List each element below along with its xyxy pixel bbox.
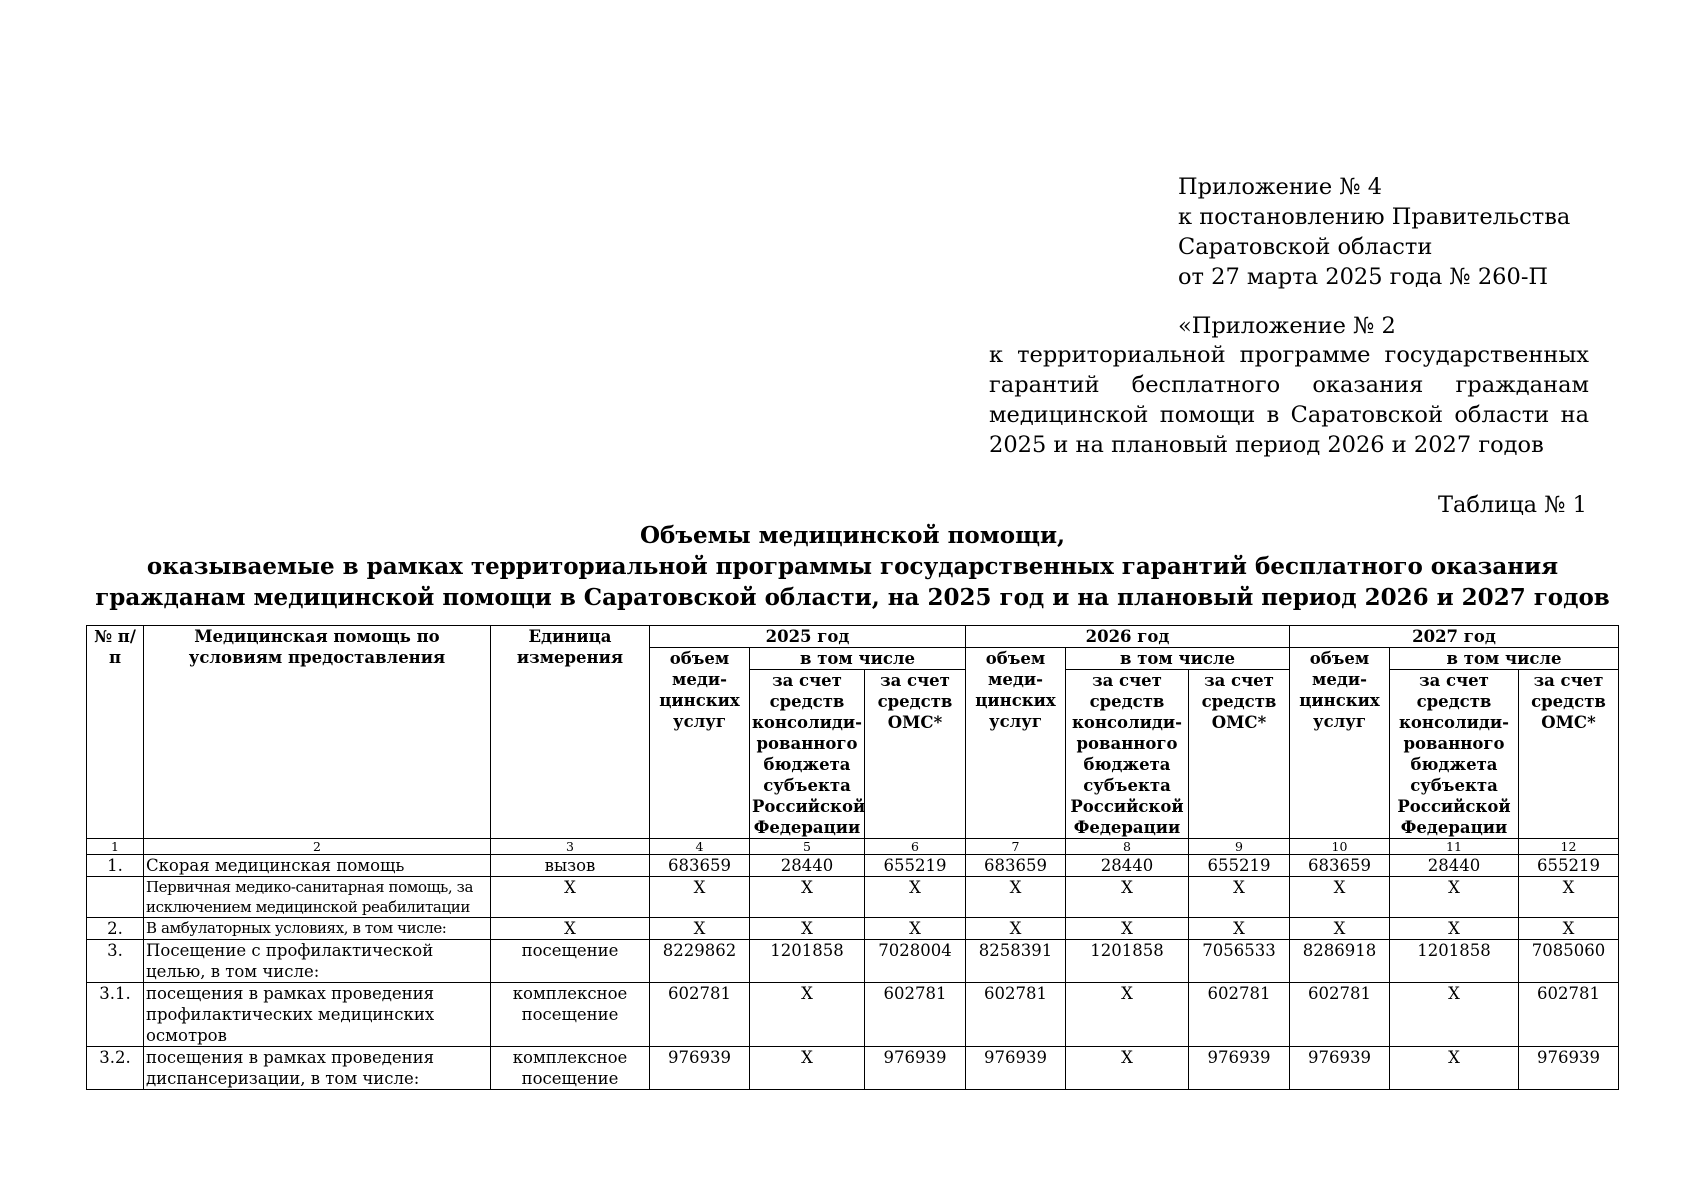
- header-care: Медицинская помощь по условиям предоставления: [144, 626, 491, 839]
- row-unit: посещение: [491, 940, 650, 983]
- row-value: Х: [1189, 918, 1290, 940]
- table-row: [87, 918, 1619, 940]
- appendix-2-title: «Приложение № 2: [1178, 313, 1396, 339]
- header-budget: за счет средств консолиди-рованного бюджета субъекта Российской Федерации: [1390, 670, 1519, 839]
- row-value: Х: [1066, 1047, 1189, 1090]
- row-value: 655219: [1519, 855, 1619, 877]
- row-num: 3.: [87, 940, 144, 983]
- column-number: 6: [865, 839, 966, 855]
- row-unit: вызов: [491, 855, 650, 877]
- row-value: 976939: [650, 1047, 750, 1090]
- column-number: 10: [1290, 839, 1390, 855]
- row-value: 7085060: [1519, 940, 1619, 983]
- row-value: 976939: [1290, 1047, 1390, 1090]
- column-number: 1: [87, 839, 144, 855]
- header-including: в том числе: [1066, 648, 1290, 670]
- header-volume: объем меди-цинских услуг: [1290, 648, 1390, 839]
- header-year-2027: 2027 год: [1290, 626, 1619, 648]
- row-value: 976939: [865, 1047, 966, 1090]
- column-number: 7: [966, 839, 1066, 855]
- column-number: 8: [1066, 839, 1189, 855]
- header-oms: за счет средств ОМС*: [1519, 670, 1619, 839]
- row-unit: комплексное посещение: [491, 1047, 650, 1090]
- header-budget: за счет средств консолиди-рованного бюджета субъекта Российской Федерации: [1066, 670, 1189, 839]
- header-budget: за счет средств консолиди-рованного бюджета субъекта Российской Федерации: [750, 670, 865, 839]
- row-value: 976939: [966, 1047, 1066, 1090]
- row-value: Х: [650, 918, 750, 940]
- row-value: 602781: [966, 983, 1066, 1047]
- header-volume: объем меди-цинских услуг: [650, 648, 750, 839]
- row-value: 1201858: [1066, 940, 1189, 983]
- column-number: 4: [650, 839, 750, 855]
- row-care: Посещение с профилактической целью, в том числе:: [144, 940, 491, 983]
- column-numbers-row: [87, 839, 1619, 855]
- row-value: Х: [650, 877, 750, 918]
- header-unit: Единица измерения: [491, 626, 650, 839]
- row-value: Х: [750, 877, 865, 918]
- row-num: 2.: [87, 918, 144, 940]
- row-value: 8229862: [650, 940, 750, 983]
- row-num: [87, 877, 144, 918]
- header-num: № п/п: [87, 626, 144, 839]
- row-value: Х: [1390, 1047, 1519, 1090]
- row-value: 1201858: [1390, 940, 1519, 983]
- table-row: [87, 1047, 1619, 1090]
- row-value: Х: [1519, 877, 1619, 918]
- row-value: 602781: [1519, 983, 1619, 1047]
- appendix-4-line: к постановлению Правительства: [1178, 204, 1571, 230]
- volumes-table: [86, 625, 1619, 1090]
- row-value: 655219: [1189, 855, 1290, 877]
- row-value: Х: [966, 918, 1066, 940]
- row-value: Х: [1066, 877, 1189, 918]
- row-value: Х: [865, 918, 966, 940]
- row-unit: Х: [491, 877, 650, 918]
- column-number: 3: [491, 839, 650, 855]
- row-value: 976939: [1519, 1047, 1619, 1090]
- header-including: в том числе: [750, 648, 966, 670]
- appendix-4-line: Саратовской области: [1178, 234, 1433, 260]
- column-number: 11: [1390, 839, 1519, 855]
- column-number: 9: [1189, 839, 1290, 855]
- row-value: 602781: [1290, 983, 1390, 1047]
- row-value: Х: [865, 877, 966, 918]
- row-value: 1201858: [750, 940, 865, 983]
- row-num: 3.2.: [87, 1047, 144, 1090]
- row-value: Х: [1519, 918, 1619, 940]
- document-title-line: Объемы медицинской помощи,: [639, 522, 1066, 549]
- row-value: Х: [966, 877, 1066, 918]
- row-value: 7056533: [1189, 940, 1290, 983]
- appendix-4-line: Приложение № 4: [1178, 174, 1383, 200]
- row-value: 8286918: [1290, 940, 1390, 983]
- table-label: Таблица № 1: [1437, 492, 1587, 518]
- column-number: 12: [1519, 839, 1619, 855]
- row-value: 683659: [1290, 855, 1390, 877]
- column-number: 2: [144, 839, 491, 855]
- row-value: Х: [750, 983, 865, 1047]
- table-header-row: [87, 626, 1619, 648]
- row-value: 976939: [1189, 1047, 1290, 1090]
- row-value: Х: [1290, 877, 1390, 918]
- appendix-2-body: к территориальной программе государственных гарантий бесплатного оказания гражданам медицинской помощи в Саратовской области на 2025 и на плановый период 2026 и 2027 годов: [989, 342, 1589, 458]
- row-num: 1.: [87, 855, 144, 877]
- row-value: 28440: [1390, 855, 1519, 877]
- row-value: 602781: [650, 983, 750, 1047]
- row-value: 8258391: [966, 940, 1066, 983]
- row-value: 28440: [750, 855, 865, 877]
- row-unit: комплексное посещение: [491, 983, 650, 1047]
- document-title-line: оказываемые в рамках территориальной программы государственных гарантий бесплатного оказания: [146, 553, 1559, 580]
- table-row: [87, 940, 1619, 983]
- row-value: Х: [750, 918, 865, 940]
- row-value: Х: [1290, 918, 1390, 940]
- row-value: 602781: [865, 983, 966, 1047]
- appendix-4-heading: [1178, 172, 1598, 292]
- row-num: 3.1.: [87, 983, 144, 1047]
- row-value: Х: [750, 1047, 865, 1090]
- row-value: Х: [1390, 983, 1519, 1047]
- row-care: Скорая медицинская помощь: [144, 855, 491, 877]
- row-value: Х: [1066, 983, 1189, 1047]
- header-year-2026: 2026 год: [966, 626, 1290, 648]
- row-value: Х: [1390, 918, 1519, 940]
- row-value: Х: [1390, 877, 1519, 918]
- header-year-2025: 2025 год: [650, 626, 966, 648]
- row-value: 683659: [650, 855, 750, 877]
- table-row: [87, 855, 1619, 877]
- appendix-4-line: от 27 марта 2025 года № 260-П: [1178, 264, 1549, 290]
- row-care: В амбулаторных условиях, в том числе:: [144, 918, 491, 940]
- row-value: Х: [1189, 877, 1290, 918]
- row-care: посещения в рамках проведения профилактических медицинских осмотров: [144, 983, 491, 1047]
- row-value: Х: [1066, 918, 1189, 940]
- row-value: 683659: [966, 855, 1066, 877]
- row-unit: Х: [491, 918, 650, 940]
- row-care: Первичная медико-санитарная помощь, за исключением медицинской реабилитации: [144, 877, 491, 918]
- header-volume: объем меди-цинских услуг: [966, 648, 1066, 839]
- header-oms: за счет средств ОМС*: [1189, 670, 1290, 839]
- row-value: 655219: [865, 855, 966, 877]
- document-title-line: гражданам медицинской помощи в Саратовской области, на 2025 год и на плановый период 2026 и 2027 годов: [95, 584, 1610, 611]
- row-value: 7028004: [865, 940, 966, 983]
- row-care: посещения в рамках проведения диспансеризации, в том числе:: [144, 1047, 491, 1090]
- header-oms: за счет средств ОМС*: [865, 670, 966, 839]
- table-row: [87, 983, 1619, 1047]
- table-row: [87, 877, 1619, 918]
- header-including: в том числе: [1390, 648, 1619, 670]
- document-title: [80, 520, 1625, 613]
- row-value: 28440: [1066, 855, 1189, 877]
- column-number: 5: [750, 839, 865, 855]
- row-value: 602781: [1189, 983, 1290, 1047]
